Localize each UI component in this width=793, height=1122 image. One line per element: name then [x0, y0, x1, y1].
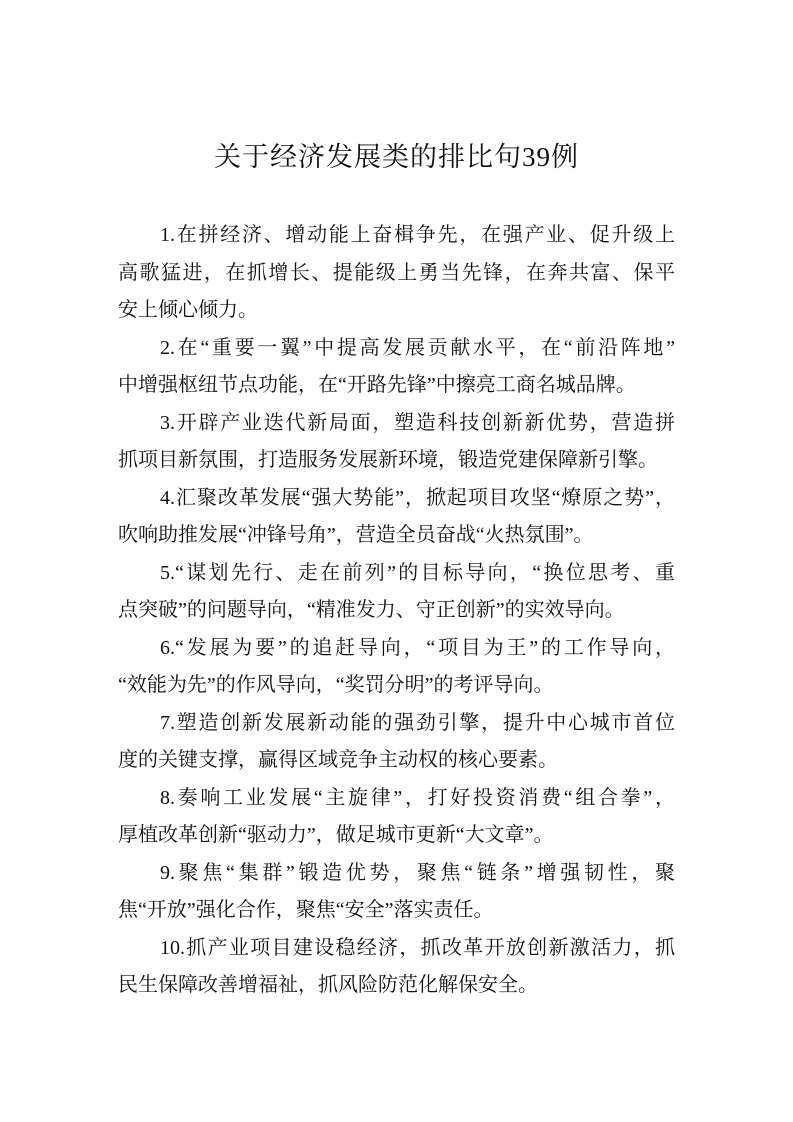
- paragraph-line: 度的关键支撑，赢得区域竞争主动权的核心要素。: [118, 749, 558, 771]
- paragraph-4: [118, 480, 675, 555]
- paragraph-7: [118, 705, 675, 780]
- paragraph-line: 3.开辟产业迭代新局面，塑造科技创新新优势，营造拼: [160, 411, 675, 434]
- paragraph-1: [118, 217, 675, 330]
- paragraph-line: 焦“开放”强化合作，聚焦“安全”落实责任。: [118, 899, 494, 921]
- paragraph-10: [118, 930, 675, 1005]
- paragraph-line: 10.抓产业项目建设稳经济，抓改革开放创新激活力，抓: [160, 936, 675, 959]
- paragraph-line: 5.“谋划先行、走在前列”的目标导向，“换位思考、重: [160, 561, 675, 584]
- paragraph-line: 中增强枢纽节点功能，在“开路先锋”中擦亮工商名城品牌。: [118, 374, 636, 396]
- paragraph-line: 6.“发展为要”的追赶导向，“项目为王”的工作导向，: [160, 636, 675, 659]
- paragraph-5: [118, 555, 675, 630]
- paragraph-line: 4.汇聚改革发展“强大势能”，掀起项目攻坚“燎原之势”，: [160, 486, 675, 509]
- paragraph-6: [118, 630, 675, 705]
- paragraph-line: 吹响助推发展“冲锋号角”，营造全员奋战“火热氛围”。: [118, 524, 594, 546]
- paragraph-line: “效能为先”的作风导向，“奖罚分明”的考评导向。: [118, 674, 554, 696]
- paragraph-line: 民生保障改善增福祉，抓风险防范化解保安全。: [118, 974, 538, 996]
- document-body: [118, 217, 675, 1005]
- paragraph-2: [118, 330, 675, 405]
- paragraph-line: 2.在“重要一翼”中提高发展贡献水平，在“前沿阵地”: [160, 336, 675, 359]
- paragraph-8: [118, 780, 675, 855]
- paragraph-line: 安上倾心倾力。: [118, 299, 258, 321]
- paragraph-line: 8.奏响工业发展“主旋律”，打好投资消费“组合拳”，: [160, 786, 675, 809]
- paragraph-line: 1.在拼经济、增动能上奋楫争先，在强产业、促升级上: [160, 224, 675, 246]
- paragraph-9: [118, 855, 675, 930]
- paragraph-line: 高歌猛进，在抓增长、提能级上勇当先锋，在奔共富、保平: [118, 261, 675, 284]
- paragraph-line: 厚植改革创新“驱动力”，做足城市更新“大文章”。: [118, 824, 554, 846]
- paragraph-line: 点突破”的问题导向，“精准发力、守正创新”的实效导向。: [118, 599, 625, 621]
- document-title: 关于经济发展类的排比句39例: [214, 142, 579, 172]
- paragraph-line: 抓项目新氛围，打造服务发展新环境，锻造党建保障新引擎。: [118, 449, 658, 471]
- paragraph-3: [118, 405, 675, 480]
- paragraph-line: 7.塑造创新发展新动能的强劲引擎，提升中心城市首位: [160, 711, 675, 734]
- paragraph-line: 9.聚焦“集群”锻造优势，聚焦“链条”增强韧性，聚: [160, 861, 675, 884]
